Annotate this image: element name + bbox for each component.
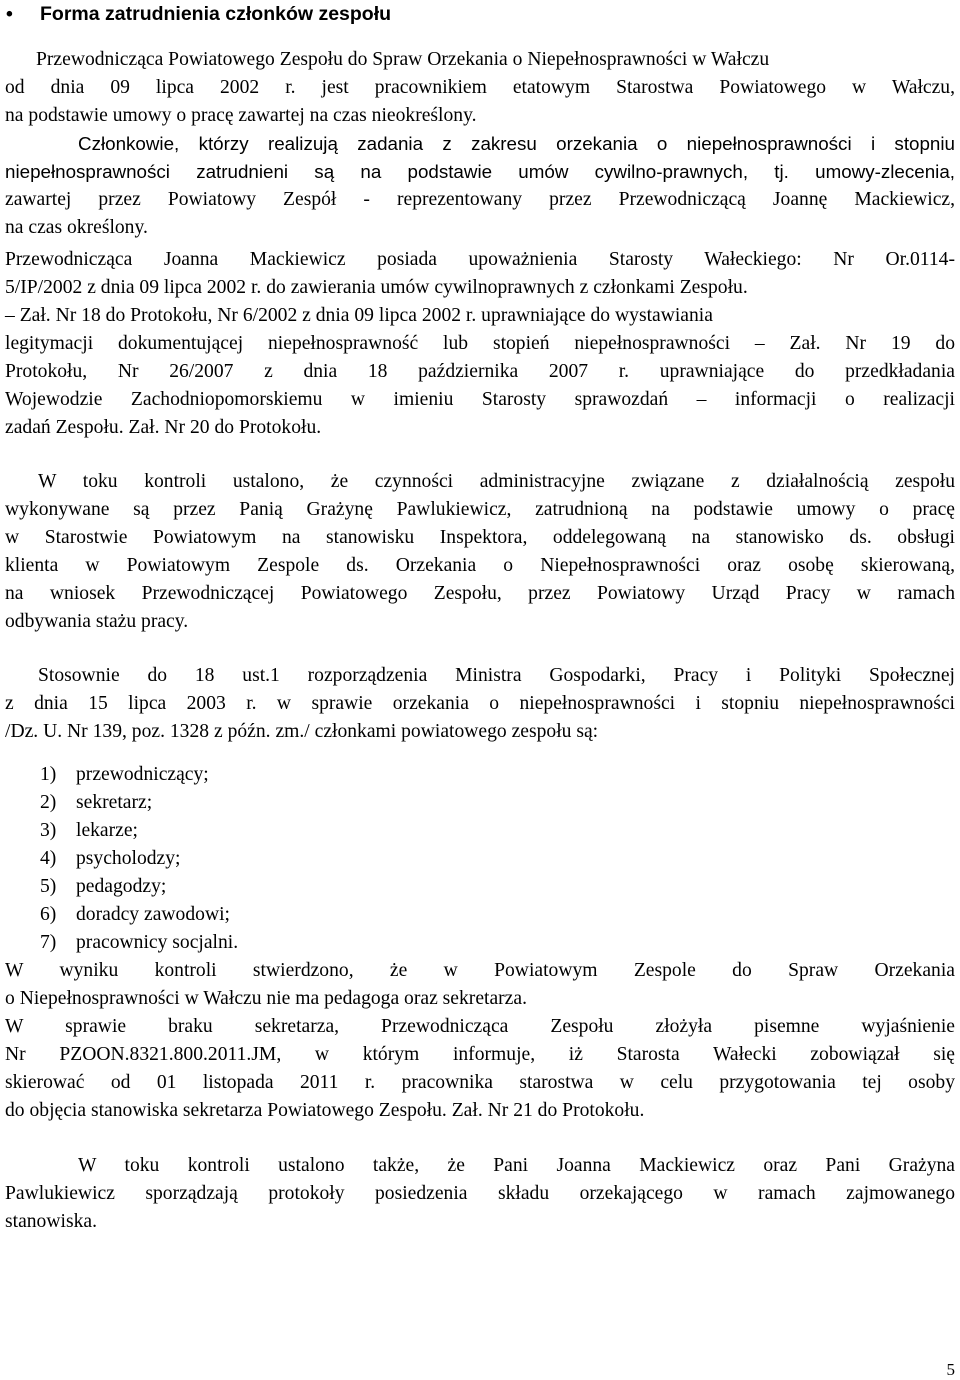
list-item: 3) lekarze; <box>40 820 138 841</box>
para3-line: legitymacji dokumentującej niepełnosprawność lub stopień niepełnosprawności – Zał. Nr 19 do <box>5 333 955 354</box>
para3-line: Wojewodzie Zachodniopomorskiemu w imieniu Starosty sprawozdań – informacji o realizacji <box>5 389 955 410</box>
para4-line: na wniosek Przewodniczącej Powiatowego Zespołu, przez Powiatowy Urząd Pracy w ramach <box>5 583 955 604</box>
list-item: 2) sekretarz; <box>40 792 153 813</box>
para7-line: Nr PZOON.8321.800.2011.JM, w którym informuje, iż Starosta Wałecki zobowiązał się <box>5 1044 955 1065</box>
para7-line: W sprawie braku sekretarza, Przewodnicząca Zespołu złożyła pisemne wyjaśnienie <box>5 1016 955 1037</box>
list-item: 4) psycholodzy; <box>40 848 181 869</box>
para6-line: o Niepełnosprawności w Wałczu nie ma pedagoga oraz sekretarza. <box>5 988 527 1009</box>
para3-line: – Zał. Nr 18 do Protokołu, Nr 6/2002 z dnia 09 lipca 2002 r. uprawniające do wystawiania <box>5 305 713 326</box>
para3-line: Protokołu, Nr 26/2007 z dnia 18 października 2007 r. uprawniające do przedkładania <box>5 361 955 382</box>
section-heading: • Forma zatrudnienia członków zespołu <box>6 3 392 25</box>
list-item: 6) doradcy zawodowi; <box>40 904 230 925</box>
para8-line: W toku kontroli ustalono także, że Pani Joanna Mackiewicz oraz Pani Grażyna <box>78 1155 955 1176</box>
para2-line: niepełnosprawności zatrudnieni są na podstawie umów cywilno-prawnych, tj. umowy-zlecenia, <box>5 161 955 182</box>
para1-line: Przewodnicząca Powiatowego Zespołu do Spraw Orzekania o Niepełnosprawności w Wałczu <box>36 49 770 70</box>
para3-line: zadań Zespołu. Zał. Nr 20 do Protokołu. <box>5 417 322 438</box>
para4-line: W toku kontroli ustalono, że czynności administracyjne związane z działalnością zespołu <box>38 471 955 492</box>
para2-line: na czas określony. <box>5 217 148 238</box>
para7-line: skierować od 01 listopada 2011 r. pracownika starostwa w celu przygotowania tej osoby <box>5 1072 955 1093</box>
list-item: 7) pracownicy socjalni. <box>40 932 239 953</box>
para1-line: od dnia 09 lipca 2002 r. jest pracownikiem etatowym Starostwa Powiatowego w Wałczu, <box>5 77 955 98</box>
para1-line: na podstawie umowy o pracę zawartej na czas nieokreślony. <box>5 105 477 126</box>
para4-line: klienta w Powiatowym Zespole ds. Orzekania o Niepełnosprawności oraz osobę skierowaną, <box>5 555 955 576</box>
para4-line: w Starostwie Powiatowym na stanowisku Inspektora, oddelegowaną na stanowisko ds. obsługi <box>5 527 955 548</box>
list-item: 5) pedagodzy; <box>40 876 167 897</box>
para5-line: /Dz. U. Nr 139, poz. 1328 z późn. zm./ członkami powiatowego zespołu są: <box>5 721 599 742</box>
para7-line: do objęcia stanowiska sekretarza Powiatowego Zespołu. Zał. Nr 21 do Protokołu. <box>5 1100 645 1121</box>
para8-line: stanowiska. <box>5 1211 97 1232</box>
list-item: 1) przewodniczący; <box>40 764 209 785</box>
para6-line: W wyniku kontroli stwierdzono, że w Powiatowym Zespole do Spraw Orzekania <box>5 960 955 981</box>
para5-line: z dnia 15 lipca 2003 r. w sprawie orzekania o niepełnosprawności i stopniu niepełnosprawności <box>5 693 955 714</box>
para4-line: odbywania stażu pracy. <box>5 611 189 632</box>
para2-line: Członkowie, którzy realizują zadania z zakresu orzekania o niepełnosprawności i stopniu <box>78 133 955 154</box>
bullet-icon: • <box>6 3 13 25</box>
para2-line: zawartej przez Powiatowy Zespół - reprezentowany przez Przewodniczącą Joannę Mackiewicz, <box>5 189 955 210</box>
para4-line: wykonywane są przez Panią Grażynę Pawlukiewicz, zatrudnioną na podstawie umowy o pracę <box>5 499 955 520</box>
para8-line: Pawlukiewicz sporządzają protokoły posiedzenia składu orzekającego w ramach zajmowanego <box>5 1183 955 1204</box>
para3-line: 5/IP/2002 z dnia 09 lipca 2002 r. do zawierania umów cywilnoprawnych z członkami Zespołu. <box>5 277 748 298</box>
page-number: 5 <box>946 1360 955 1379</box>
para5-line: Stosownie do 18 ust.1 rozporządzenia Ministra Gospodarki, Pracy i Polityki Społecznej <box>38 665 955 686</box>
para3-line: Przewodnicząca Joanna Mackiewicz posiada upoważnienia Starosty Wałeckiego: Nr Or.0114- <box>5 249 955 270</box>
